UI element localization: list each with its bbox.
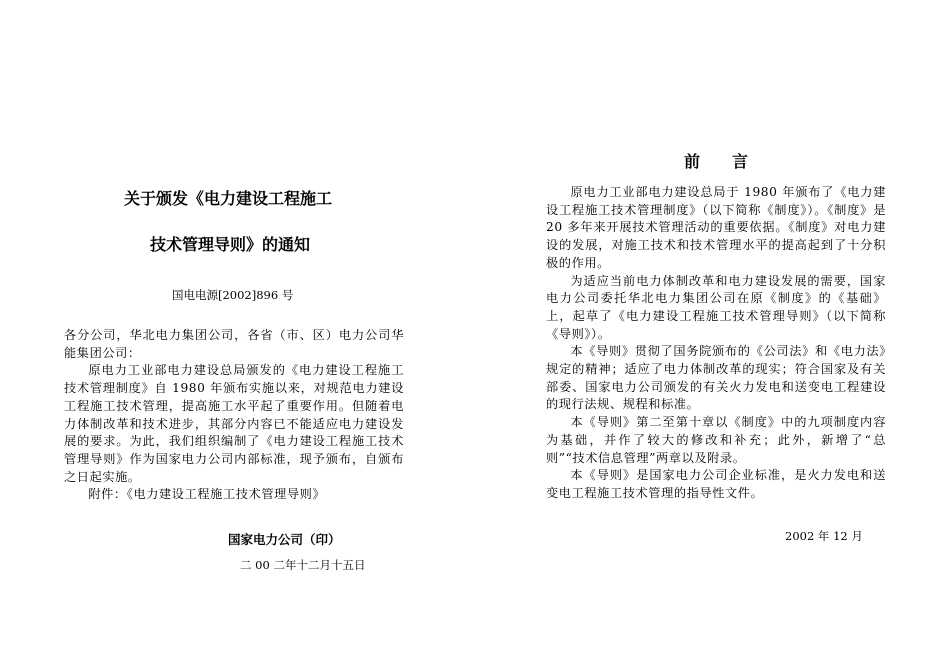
notice-body [64, 327, 404, 504]
preface-paragraph-4: 本《导则》第二至第十章以《制度》中的九项制度内容为基础，并作了较大的修改和补充；此外，新增了“总则”“技术信息管理”两章以及附录。 [546, 415, 886, 465]
document-number: 国电电源[2002]896 号 [172, 288, 294, 302]
notice-title-line2: 技术管理导则》的通知 [150, 235, 311, 254]
attachment-line: 附件：《电力建设工程施工技术管理导则》 [88, 487, 326, 502]
preface-date: 2002 年 12 月 [785, 529, 863, 543]
notice-title-line1: 关于颁发《电力建设工程施工 [124, 189, 333, 208]
preface-paragraph-1: 原电力工业部电力建设总局于 1980 年颁布了《电力建设工程施工技术管理制度》（以下简称《制度》）。《制度》是 20 多年来开展技术管理活动的重要依据。《制度》对电力建设的发展，对施工技术和技术管理水平的提高起到了十分积极的作用。 [546, 185, 886, 270]
preface-heading: 前 言 [684, 152, 749, 171]
preface-paragraph-2: 为适应当前电力体制改革和电力建设发展的需要，国家电力公司委托华北电力集团公司在原《制度》的《基础》上，起草了《电力建设工程施工技术管理导则》（以下简称《导则》）。 [546, 273, 886, 341]
preface-paragraph-5: 本《导则》是国家电力公司企业标准，是火力发电和送变电工程施工技术管理的指导性文件。 [546, 468, 886, 500]
preface-body [546, 184, 886, 503]
issuer-signature: 国家电力公司（印） [228, 532, 341, 547]
issue-date: 二 00 二年十二月十五日 [240, 558, 366, 572]
recipients: 各分公司，华北电力集团公司，各省（市、区）电力公司华能集团公司： [64, 328, 404, 360]
preface-paragraph-3: 本《导则》贯彻了国务院颁布的《公司法》和《电力法》规定的精神；适应了电力体制改革的现实；符合国家及有关部委、国家电力公司颁发的有关火力发电和送变电工程建设的现行法规、规程和标准。 [546, 344, 886, 412]
notice-paragraph: 原电力工业部电力建设总局颁发的《电力建设工程施工技术管理制度》自 1980 年颁布实施以来，对规范电力建设工程施工技术管理，提高施工水平起了重要作用。但随着电力体制改革和技术进步，其部分内容已不能适应电力建设发展的要求。为此，我们组织编制了《电力建设工程施工技术管理导则》作为国家电力公司内部标准，现予颁布，自颁布之日起实施。 [64, 363, 404, 484]
